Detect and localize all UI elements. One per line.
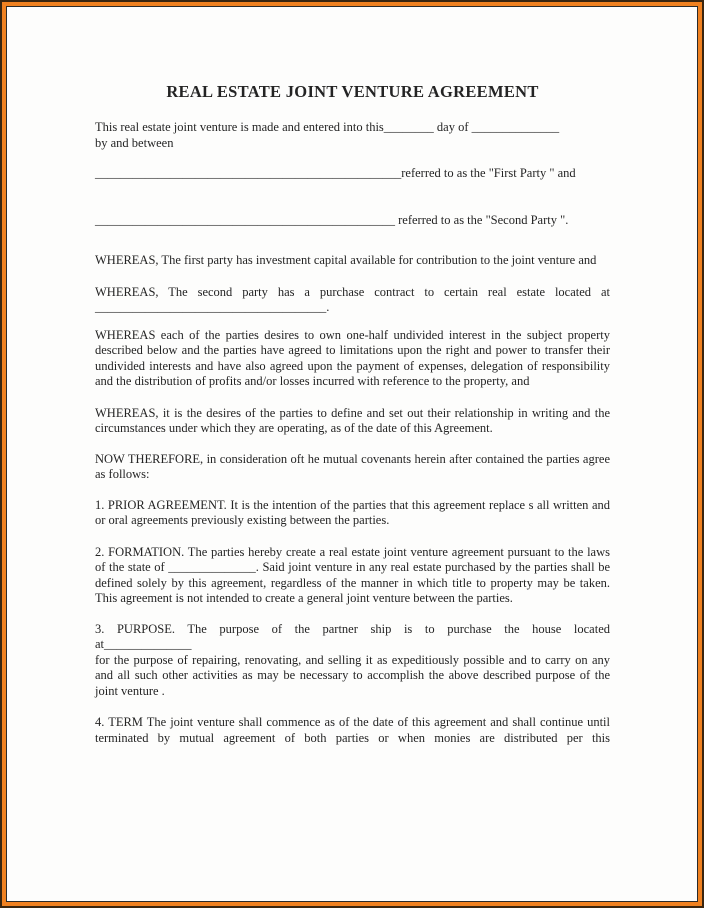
whereas-clause-2-line-1: WHEREAS, The second party has a purchase contract to certain real estate located at (95, 284, 610, 299)
section-2-formation: 2. FORMATION. The parties hereby create a real estate joint venture agreement pursuant to the laws of the state of ______________. Said joint venture in any real estate purchased by the parties shall be defined solely by this agreement, regardless of the manner in which title to property may be taken. This agreement is not intended to create a general joint venture between the parties. (95, 544, 610, 605)
first-party-blank-line: _________________________________________________referred to as the "First Party " and (95, 166, 576, 180)
intro-line-2: by and between (95, 135, 174, 150)
second-party-blank-line: ________________________________________________ referred to as the "Second Party ". (95, 212, 569, 227)
section-1-prior-agreement: 1. PRIOR AGREEMENT. It is the intention of the parties that this agreement replace s all written and or oral agreements previously existing between the parties. (95, 497, 610, 527)
section-3-purpose-line-1: 3. PURPOSE. The purpose of the partner ship is to purchase the house located (95, 621, 610, 636)
agreement-page (7, 7, 697, 901)
section-4-term: 4. TERM The joint venture shall commence as of the date of this agreement and shall continue until terminated by mutual agreement of both parties or when monies are distributed per this (95, 715, 610, 745)
section-3-purpose-blank-line: at______________ (95, 637, 192, 651)
whereas-clause-2-blank-line: _____________________________________. (95, 300, 330, 314)
whereas-clause-3: WHEREAS each of the parties desires to own one-half undivided interest in the subject property described below and the parties have agreed to limitations upon the right and power to transfer their undivided interests and have also agreed upon the payment of expenses, delegation of responsibility and the distribution of profits and/or losses incurred with reference to the property, and (95, 327, 610, 388)
document-page-border (6, 6, 698, 902)
whereas-clause-4: WHEREAS, it is the desires of the parties to define and set out their relationship in writing and the circumstances under which they are operating, as of the date of this Agreement. (95, 405, 610, 435)
now-therefore-clause: NOW THEREFORE, in consideration oft he mutual covenants herein after contained the parties agree as follows: (95, 451, 610, 481)
section-3-purpose-body: for the purpose of repairing, renovating, and selling it as expeditiously possible and to carry on any and all such other activities as may be necessary to accomplish the above described purpose of the joint venture . (95, 652, 610, 698)
intro-line-1: This real estate joint venture is made and entered into this________ day of ______________ (95, 120, 560, 134)
document-title: REAL ESTATE JOINT VENTURE AGREEMENT (166, 82, 539, 101)
whereas-clause-1: WHEREAS, The first party has investment capital available for contribution to the joint venture and (95, 253, 597, 267)
